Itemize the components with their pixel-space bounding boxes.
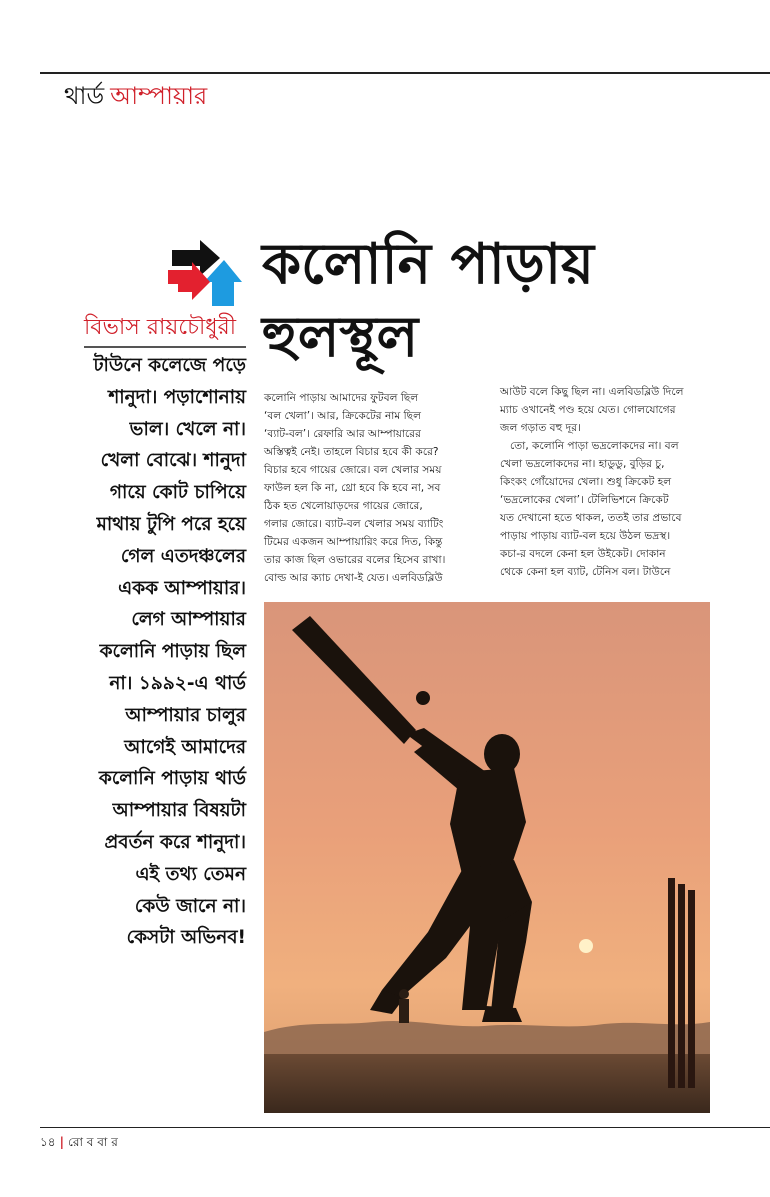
body-line: আউট বলে কিছু ছিল না। এলবিডব্লিউ দিলে (500, 386, 684, 398)
body-line: ম্যাচ ওখানেই পণ্ড হয়ে যেত। গোলযোগের (500, 404, 676, 416)
section-label-part1: থার্ড (64, 82, 105, 110)
magazine-name: রো ব বা র (67, 1135, 118, 1149)
intro-line: এই তথ্য তেমন (135, 863, 246, 885)
intro-line: মাথায় টুপি পরে হয়ে (96, 513, 246, 535)
body-column-1 (264, 389, 496, 587)
author-byline: বিভাস রায়চৌধুরী (84, 315, 237, 340)
top-rule (40, 72, 770, 74)
body-line: গলার জোরে। ব্যাট-বল খেলার সময় ব্যাটিং (264, 518, 444, 530)
footer-separator: | (59, 1135, 64, 1149)
body-line: যত দেখানো হতে থাকল, ততই তার প্রভাবে (500, 512, 682, 524)
headline-line-1: কলোনি পাড়ায় (262, 232, 595, 297)
bottom-rule (40, 1127, 770, 1128)
body-line: কিংকং গোঁয়োদের খেলা। শুধু ক্রিকেট হল (500, 476, 672, 488)
intro-line: কলোনি পাড়ায় থার্ড (98, 768, 246, 790)
body-line: কচা-র বদলে কেনা হল উইকেট। দোকান (500, 548, 666, 560)
body-line: ‘বল খেলা’। আর, ক্রিকেটের নাম ছিল (264, 410, 421, 422)
intro-line: ভাল। খেলে না। (129, 418, 246, 440)
body-line: কলোনি পাড়ায় আমাদের ফুটবল ছিল (264, 392, 419, 404)
arrows-logo-icon (166, 236, 244, 308)
body-line: পাড়ায় পাড়ায় ব্যাট-বল হয়ে উঠল ভদ্রস্থ। (500, 530, 671, 542)
intro-line: কলোনি পাড়ায় ছিল (99, 641, 246, 663)
body-line: বোল্ড আর ক্যাচ দেখা-ই যেত। এলবিডব্লিউ (264, 572, 443, 584)
intro-line: আগেই আমাদের (124, 736, 246, 758)
body-line: অস্তিত্বই নেই। তাহলে বিচার হবে কী করে? (264, 446, 439, 458)
cricket-sunset-photo (264, 602, 710, 1113)
page-footer (40, 1134, 118, 1150)
intro-line: গেল এতদঞ্চলের (120, 545, 246, 567)
body-column-2 (500, 383, 732, 581)
body-line-paragraph-start: তো, কলোনি পাড়া ভদ্রলোকদের না। বল (510, 440, 679, 452)
intro-line: শানুদা। পড়াশোনায় (108, 386, 246, 408)
page-number: ১৪ (40, 1135, 56, 1149)
intro-line: আম্পায়ার বিষয়টা (112, 800, 246, 822)
body-line: ‘ব্যাট-বল’। রেফারি আর আম্পায়ারের (264, 428, 421, 440)
intro-line: একক আম্পায়ার। (118, 577, 246, 599)
body-line: খেলা ভদ্রলোকদের না। হাডুডু, বুড়ির চু, (500, 458, 665, 470)
intro-line: প্রবর্তন করে শানুদা। (104, 831, 246, 853)
byline-rule (84, 346, 246, 348)
intro-line: কেসটা অভিনব! (126, 927, 246, 949)
body-line: জল গড়াত বহু দূর। (500, 422, 581, 434)
body-line: থেকে কেনা হল ব্যাট, টেনিস বল। টাউনে (500, 566, 671, 578)
section-header (64, 80, 207, 112)
body-line: বিচার হবে গায়ের জোরে। বল খেলার সময় (264, 464, 442, 476)
headline-line-2: হুলস্থূল (262, 305, 419, 370)
intro-text (62, 350, 246, 954)
intro-line: লেগ আম্পায়ার (131, 609, 246, 631)
intro-line: না। ১৯৯২-এ থার্ড (109, 672, 246, 694)
body-line: ‘ভদ্রলোকের খেলা’। টেলিভিশনে ক্রিকেট (500, 494, 669, 506)
intro-line: খেলা বোঝে। শানুদা (100, 450, 246, 472)
intro-line: আম্পায়ার চালুর (125, 704, 246, 726)
section-label-part2: আম্পায়ার (110, 82, 208, 110)
body-line: ঠিক হত খেলোয়াড়দের গায়ের জোরে, (264, 500, 423, 512)
body-line: টিমের একজন আম্পায়ারিং করে দিত, কিন্তু (264, 536, 443, 548)
intro-line: কেউ জানে না। (134, 895, 246, 917)
intro-line: টাউনে কলেজে পড়ে (93, 355, 246, 376)
body-line: তার কাজ ছিল ওভারের বলের হিসেব রাখা। (264, 554, 446, 566)
intro-line: গায়ে কোট চাপিয়ে (109, 482, 246, 504)
body-line: ফাউল হল কি না, থ্রো হবে কি হবে না, সব (264, 482, 441, 494)
